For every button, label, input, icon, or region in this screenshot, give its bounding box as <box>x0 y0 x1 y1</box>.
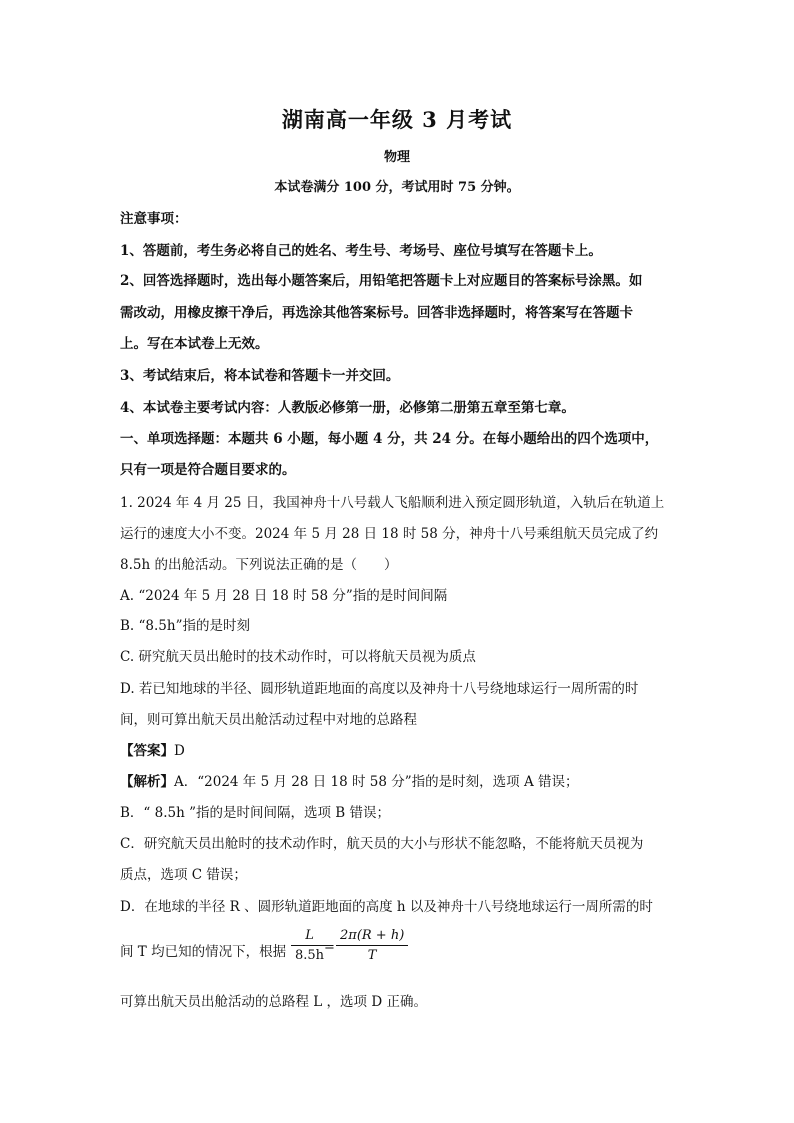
answer-tag: 【答案】 <box>120 743 174 759</box>
answer-value: D <box>174 743 185 759</box>
option-c: C. 研究航天员出舱时的技术动作时，可以将航天员视为质点 <box>120 649 476 665</box>
explanation-c-line-2: 质点，选项 C 错误； <box>120 867 247 883</box>
formula-rhs-numerator: 2π(R + h) <box>340 928 405 943</box>
note-2-line-2: 需改动，用橡皮擦干净后，再选涂其他答案标号。回答非选择题时，将答案写在答题卡 <box>120 305 633 321</box>
answer-row <box>120 739 680 759</box>
formula-lhs-fraction <box>291 928 328 963</box>
explanation-b: B．“ 8.5h ”指的是时间间隔，选项 B 错误； <box>120 805 390 821</box>
question-1-stem-line-1: 1. 2024 年 4 月 25 日，我国神舟十八号载人飞船顺利进入预定圆形轨道，入轨后在轨道上 <box>120 495 665 511</box>
explanation-d-line-3: 可算出航天员出舱活动的总路程 L ，选项 D 正确。 <box>120 994 427 1010</box>
formula-lhs-numerator: L <box>305 928 314 943</box>
option-d-line-2: 间，则可算出航天员出舱活动过程中对地的总路程 <box>120 712 417 728</box>
section-heading-line-1: 一、单项选择题：本题共 6 小题，每小题 4 分，共 24 分。在每小题给出的四个选项中， <box>120 431 659 447</box>
note-4: 4、本试卷主要考试内容：人教版必修第一册，必修第二册第五章至第七章。 <box>120 400 575 416</box>
explanation-d-line-2: 间 T 均已知的情况下，根据 <box>120 944 287 960</box>
fraction-bar <box>336 945 408 946</box>
option-d-line-1: D. 若已知地球的半径、圆形轨道距地面的高度以及神舟十八号绕地球运行一周所需的时 <box>120 681 639 697</box>
explanation-a: A．“2024 年 5 月 28 日 18 时 58 分”指的是时刻，选项 A 错误； <box>174 774 579 790</box>
explanation-d-line-1: D．在地球的半径 R 、圆形轨道距地面的高度 h 以及神舟十八号绕地球运行一周所需的时 <box>120 899 653 915</box>
notes-heading: 注意事项： <box>120 211 188 227</box>
formula-equals: = <box>324 940 335 955</box>
analysis-tag: 【解析】 <box>120 774 174 790</box>
option-b: B. “8.5h”指的是时刻 <box>120 618 250 634</box>
section-heading-line-2: 只有一项是符合题目要求的。 <box>120 462 296 478</box>
note-2-line-1: 2、回答选择题时，选出每小题答案后，用铅笔把答题卡上对应题目的答案标号涂黑。如 <box>120 273 643 289</box>
question-1-stem-line-2: 运行的速度大小不变。2024 年 5 月 28 日 18 时 58 分，神舟十八号乘组航天员完成了约 <box>120 526 659 542</box>
exam-title: 湖南高一年级 3 月考试 <box>281 107 513 132</box>
note-2-line-3: 上。写在本试卷上无效。 <box>120 336 269 352</box>
question-1-stem-line-3: 8.5h 的出舱活动。下列说法正确的是（ ） <box>120 557 398 573</box>
formula-rhs-denominator: T <box>367 948 377 963</box>
note-3: 3、考试结束后，将本试卷和答题卡一并交回。 <box>120 368 400 384</box>
analysis-row <box>120 770 680 790</box>
formula-lhs-denominator: 8.5h <box>295 948 325 963</box>
exam-info: 本试卷满分 100 分，考试用时 75 分钟。 <box>274 180 520 195</box>
explanation-c-line-1: C．研究航天员出舱时的技术动作时，航天员的大小与形状不能忽略，不能将航天员视为 <box>120 836 644 852</box>
option-a: A. “2024 年 5 月 28 日 18 时 58 分”指的是时间间隔 <box>120 588 448 604</box>
formula-rhs-fraction <box>336 928 408 963</box>
fraction-bar <box>291 945 328 946</box>
note-1: 1、答题前，考生务必将自己的姓名、考生号、考场号、座位号填写在答题卡上。 <box>120 243 602 259</box>
exam-subject: 物理 <box>383 150 410 165</box>
